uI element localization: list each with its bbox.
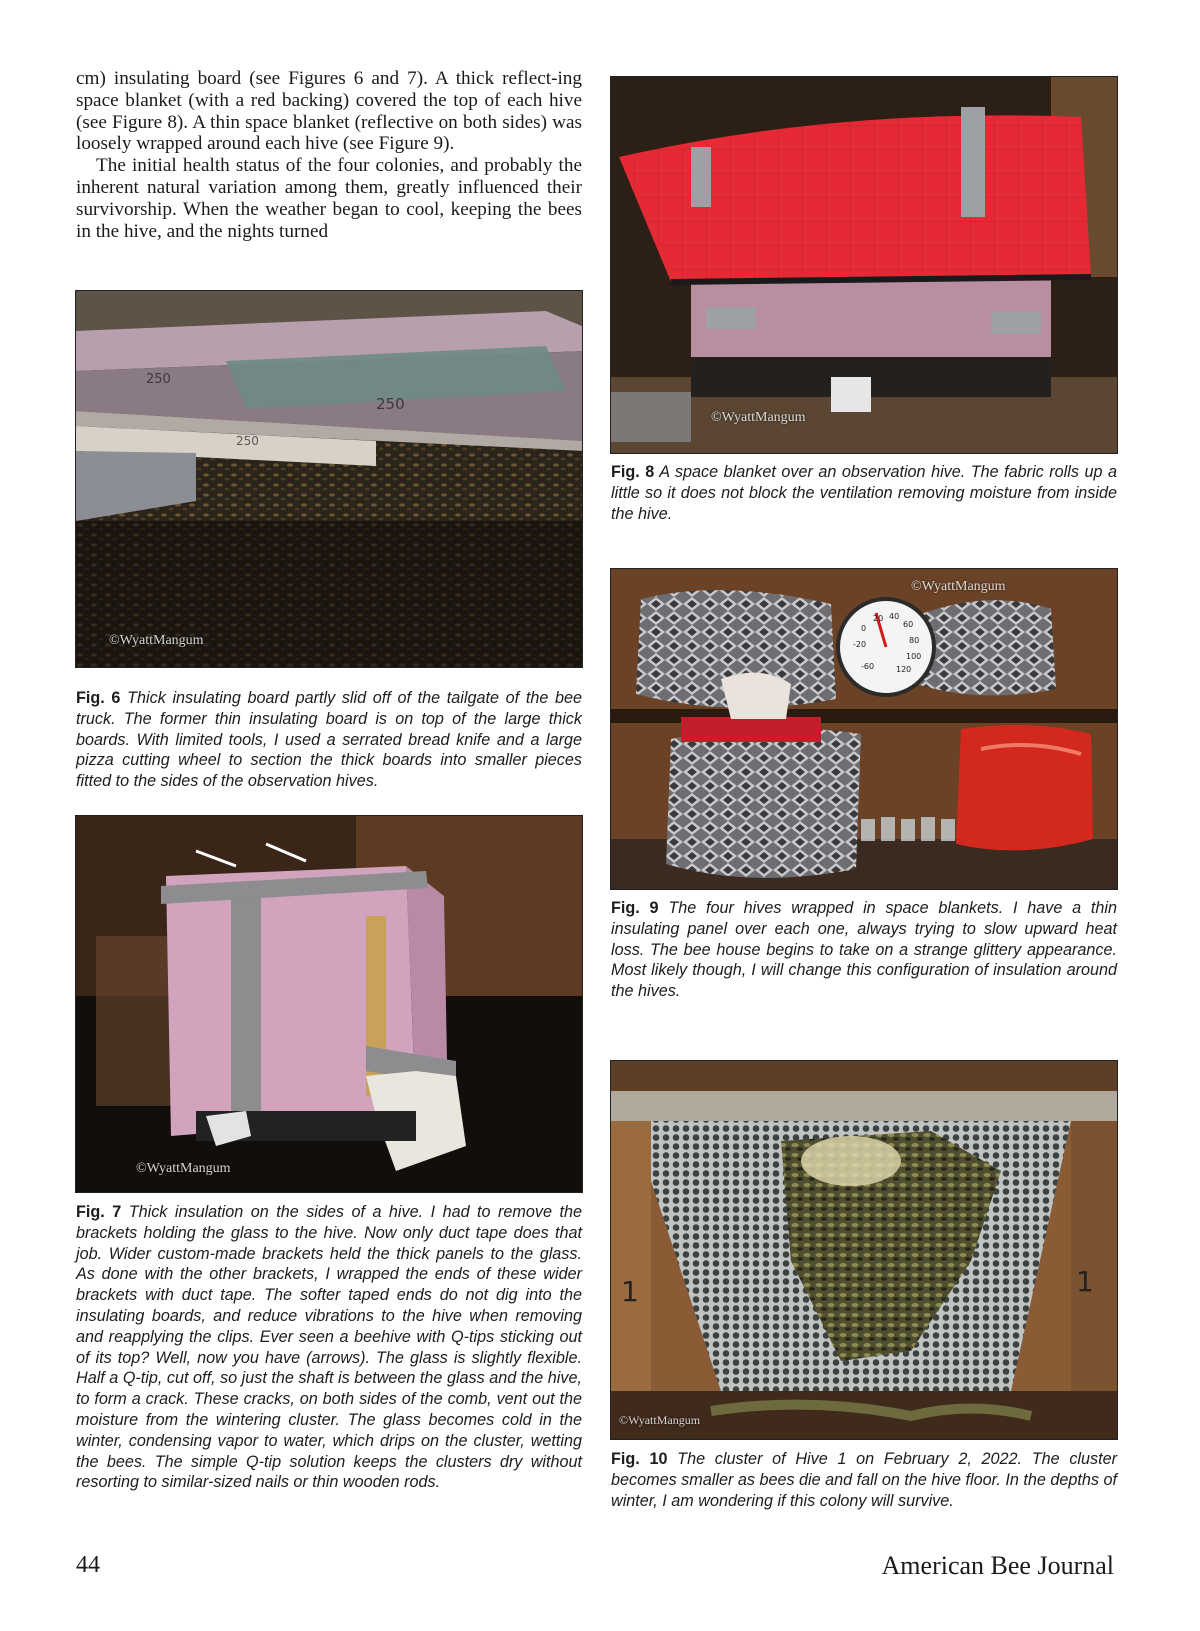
fig9-caption-text: The four hives wrapped in space blankets. I have a thin insulating panel over each one, always trying to slow upward heat loss. The bee house begins to take on a strange glittery appearance. Most likely though, I will change this configuration of insulation around the hives. <box>611 899 1117 1001</box>
fig9-thermometer-mark-20: 20 <box>873 614 884 623</box>
fig8-label: Fig. 8 <box>611 463 655 481</box>
fig8-illustration <box>611 77 1118 454</box>
fig9-illustration <box>611 569 1118 890</box>
fig6-board-mark-2: 250 <box>376 395 405 413</box>
fig9-label: Fig. 9 <box>611 899 659 917</box>
fig10-illustration <box>611 1061 1118 1440</box>
body-paragraph-1: cm) insulating board (see Figures 6 and 7). A thick reflect-ing space blanket (with a red backing) covered the top of each hive (see Figure 8). A thin space blanket (reflective on both sides) was loosely wrapped around each hive (see Figure 9). <box>76 68 582 155</box>
fig7-illustration <box>76 816 583 1193</box>
fig9-thermometer-mark-80: 80 <box>909 636 920 645</box>
page-number: 44 <box>76 1552 100 1578</box>
fig10-glass-mark-left: 1 <box>621 1275 639 1308</box>
body-paragraph-2: The initial health status of the four colonies, and probably the inherent natural variation among them, greatly influenced their survivorship. When the weather began to cool, keeping the bees in the hive, and the nights turned <box>76 155 582 242</box>
fig6-watermark: ©WyattMangum <box>109 633 204 648</box>
fig6-illustration <box>76 291 583 668</box>
fig7-photo <box>75 815 583 1193</box>
fig9-thermometer-mark-120: 120 <box>896 665 912 674</box>
fig7-caption <box>76 1202 582 1493</box>
journal-name: American Bee Journal <box>881 1551 1114 1580</box>
article-body-text <box>76 68 582 242</box>
fig7-label: Fig. 7 <box>76 1203 122 1221</box>
fig6-caption <box>76 688 582 792</box>
fig10-caption-text: The cluster of Hive 1 on February 2, 2022. The cluster becomes smaller as bees die and fall on the hive floor. In the depths of winter, I am wondering if this colony will survive. <box>611 1450 1118 1510</box>
fig10-watermark: ©WyattMangum <box>619 1413 701 1427</box>
fig9-thermometer-mark-100: 100 <box>906 652 922 661</box>
fig6-label: Fig. 6 <box>76 689 121 707</box>
fig8-photo <box>610 76 1118 454</box>
fig10-photo <box>610 1060 1118 1440</box>
fig6-photo <box>75 290 583 668</box>
fig10-caption <box>611 1449 1117 1511</box>
fig6-board-mark-3: 250 <box>236 434 259 448</box>
fig10-glass-mark-right: 1 <box>1076 1265 1094 1298</box>
fig9-thermometer-mark-60: 60 <box>903 620 914 629</box>
fig10-label: Fig. 10 <box>611 1450 668 1468</box>
fig6-caption-text: Thick insulating board partly slid off of the tailgate of the bee truck. The former thin insulating board is on top of the large thick boards. With limited tools, I used a serrated bread knife and a large pizza cutting wheel to section the thick boards into smaller pieces fitted to the sides of the observation hives. <box>76 689 582 791</box>
fig7-caption-text: Thick insulation on the sides of a hive. I had to remove the brackets holding the glass to the hive. Now only duct tape does that job. Wider custom-made brackets held the thick panels to the glass. As done with the other brackets, I wrapped the ends of these wider brackets with duct tape. The softer taped ends do not dig into the insulating boards, and reduce vibrations to the hive when removing and reapplying the clips. Ever seen a beehive with Q-tips sticking out of its top? Well, now you have (arrows). The glass is slightly flexible. Half a Q-tip, cut off, so just the shaft is between the glass and the hive, to form a crack. These cracks, on both sides of the comb, vent out the moisture from the wintering cluster. The glass becomes cold in the winter, condensing vapor to water, which drips on the cluster, wetting the bees. The simple Q-tip solution keeps the clusters dry without resorting to similar-sized nails or thin wooden rods. <box>76 1203 582 1492</box>
fig9-thermometer-mark-minus20: -20 <box>853 640 867 649</box>
fig9-caption <box>611 898 1117 1002</box>
fig9-thermometer-mark-0: 0 <box>861 624 867 633</box>
fig7-watermark: ©WyattMangum <box>136 1161 231 1176</box>
fig8-caption-text: A space blanket over an observation hive. The fabric rolls up a little so it does not block the ventilation removing moisture from inside the hive. <box>611 463 1117 523</box>
fig9-photo <box>610 568 1118 890</box>
fig9-thermometer-mark-minus60: -60 <box>861 662 875 671</box>
fig6-board-mark-1: 250 <box>146 372 171 387</box>
fig8-watermark: ©WyattMangum <box>711 410 806 425</box>
fig9-thermometer-mark-40: 40 <box>889 612 900 621</box>
fig8-caption <box>611 462 1117 524</box>
fig9-watermark: ©WyattMangum <box>911 579 1006 594</box>
